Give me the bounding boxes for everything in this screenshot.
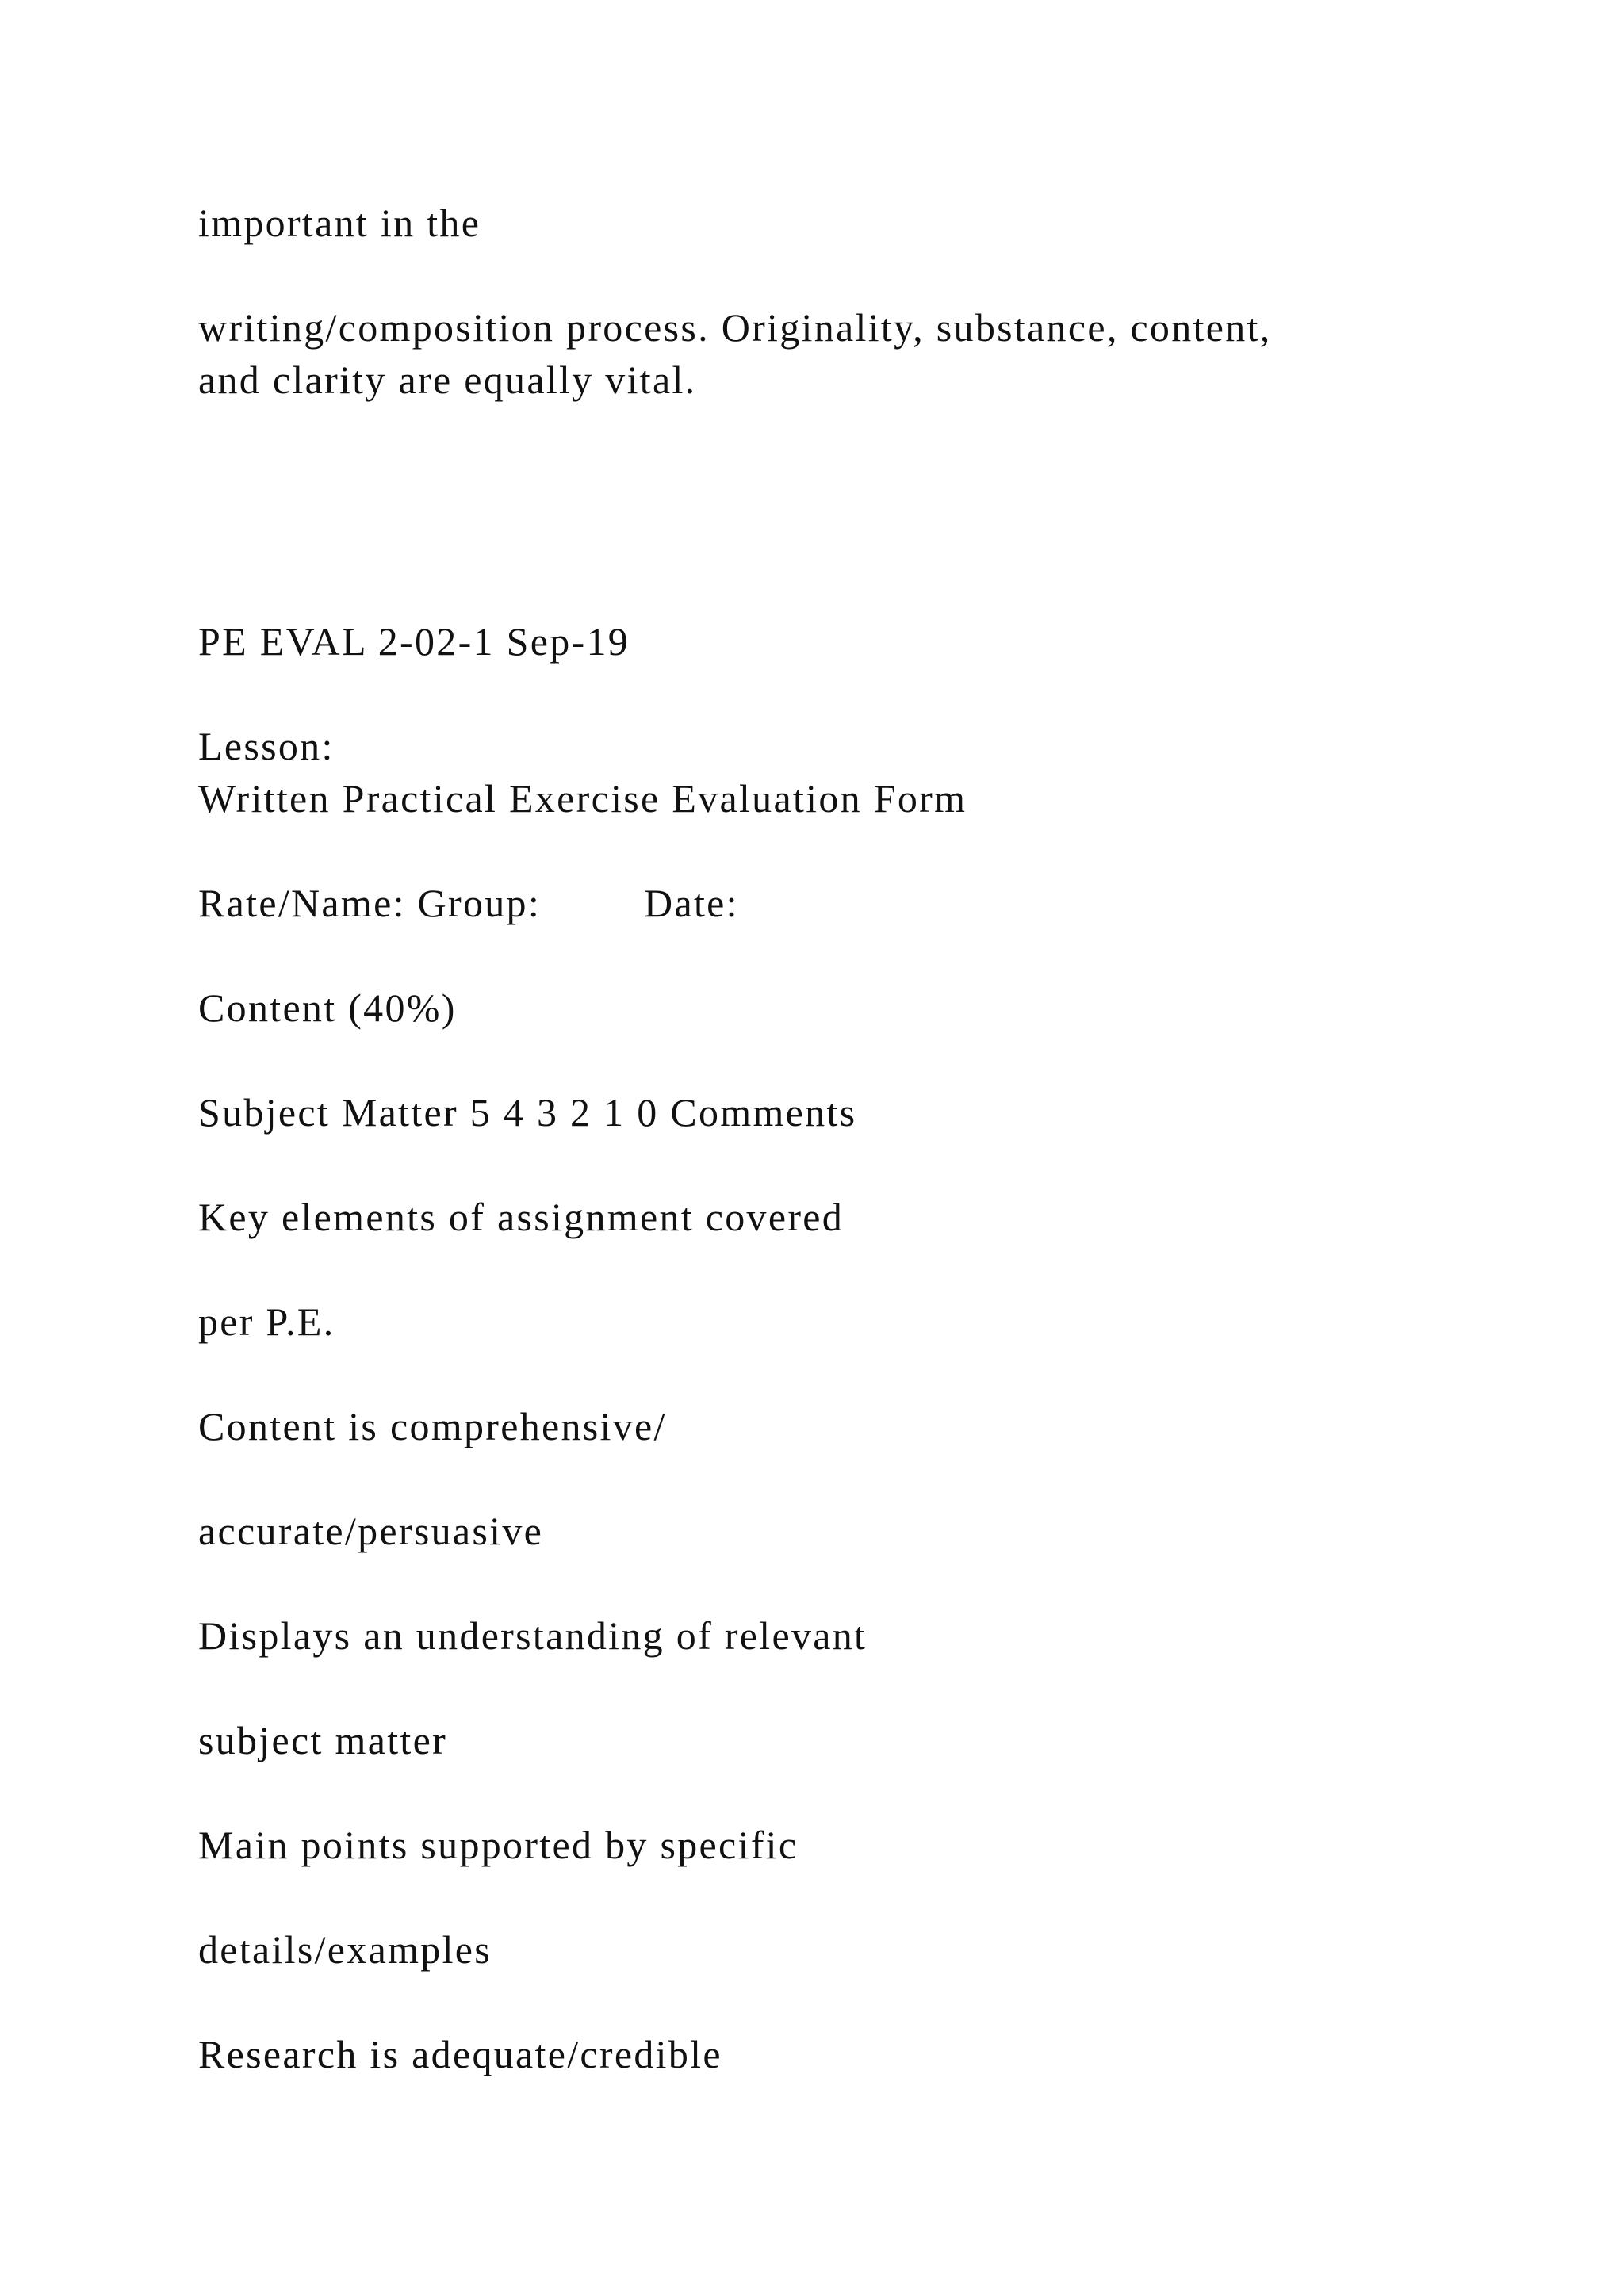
intro-line-1: important in the xyxy=(198,201,481,245)
rate-name-group-label: Rate/Name: Group: xyxy=(198,881,542,925)
criterion-line: accurate/persuasive xyxy=(198,1509,544,1553)
form-fields-row xyxy=(198,877,739,929)
form-code: PE EVAL 2-02-1 Sep-19 xyxy=(198,619,630,664)
criterion-line: per P.E. xyxy=(198,1299,335,1344)
lesson-label: Lesson: xyxy=(198,724,335,768)
criterion-line: details/examples xyxy=(198,1927,492,1972)
criterion-line: Content is comprehensive/ xyxy=(198,1404,667,1448)
date-label: Date: xyxy=(644,881,739,925)
criterion-line: Main points supported by specific xyxy=(198,1823,799,1867)
intro-line-2: writing/composition process. Originality, substance, content, xyxy=(198,305,1272,350)
table-header: Subject Matter 5 4 3 2 1 0 Comments xyxy=(198,1090,857,1135)
criterion-line: subject matter xyxy=(198,1718,448,1762)
intro-line-3: and clarity are equally vital. xyxy=(198,358,697,402)
criterion-line: Key elements of assignment covered xyxy=(198,1195,845,1239)
criterion-line: Displays an understanding of relevant xyxy=(198,1613,868,1658)
criterion-line: Research is adequate/credible xyxy=(198,2032,722,2076)
form-title: Written Practical Exercise Evaluation Form xyxy=(198,776,967,821)
section-heading: Content (40%) xyxy=(198,985,457,1030)
